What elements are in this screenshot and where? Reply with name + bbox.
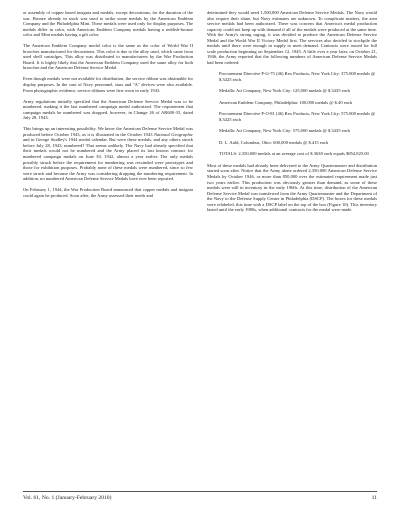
- order-item: Procurement Directive P-O-81 (46) Rex Products, New York City: 575,000 medals @ $.3425 each: [219, 111, 376, 122]
- paragraph: determined they would need 1,500,000 American Defense Service Medals. The Navy would also require their share, but Navy estimates are unknown. To complicate matters, the area service medals had been authorized. There was concern that America's medal production capacity could not keep up with demand if all of the medals were produced at the same time. With the Army's strong urging, it was decided to produce the American Defense Service Medal and the World War II Victory Medal first. The services also decided to stockpile the medals until there were enough in supply to meet demand. Contracts were issued for full scale production beginning on September 12, 1945. A little over a year later, on October 21, 1946, the Army reported that the following numbers of American Defense Service Medals had been ordered:: [207, 10, 377, 65]
- order-totals: TOTALS: 2,350,000 medals at an average cost of $.3638 each equals $854,825.00: [219, 151, 369, 157]
- order-item: Medallic Art Company, New York City: 125,000 medals @ $.3435 each: [219, 88, 350, 94]
- text-run: and in George Studley's 1944 medal calendar. But were these medals, and any others struck before July 28, 1943, numbered? That seems unlikely. The Navy had already specified that their medals would not be numbered and the Army placed its last known contract for numbered campaign medals on June 30, 1942, almost a year earlier. The only medals possibly struck before the requirement for numbering was rescinded were prototypes and those for exhibition purposes. Probably none of these medals were numbered, since so few were struck and because the Army was considering dropping the numbering requirement. In addition, no numbered American Defense Service Medals have ever been reported.: [23, 137, 193, 182]
- paragraph: [23, 126, 193, 181]
- publication-title: National Geographic: [153, 131, 194, 137]
- page-number: 11: [371, 495, 377, 501]
- procurement-order-list: [207, 71, 377, 157]
- left-column: [23, 10, 193, 204]
- paragraph: Even though medals were not available for distribution, the service ribbon was obtainable for display purposes. In the case of Navy personnel, stars and "A" devices were also available. From photographic evidence, service ribbons were first worn in early 1943.: [23, 76, 193, 93]
- paragraph: Most of these medals had already been delivered to the Army Quartermaster and distribution started soon after. Notice that the Army alone ordered 2,350,000 American Defense Service Medals by October 1946, or more than 850,000 over the estimated requirement made just two years earlier. This production was obviously greater than demand, as some of these medals were still in inventory in the early 1960s. At this time, distribution of the American Defense Service Medal was transferred from the Army Quartermaster and the Department of the Navy to the Defense Supply Center in Philadelphia (DSCP). The boxes for these medals were relabeled, this time with a DSCP label on the top of the box (Figure 10). This inventory lasted until the early 1980s, when additional contracts for the medal were made.: [207, 162, 377, 213]
- text-run: This brings up an interesting possibility. We know the American Defense Service Medal was produced before October 1943, as it is illustrated in the October 1943: [23, 126, 193, 137]
- order-item: Medallic Art Company, New York City: 575,000 medals @ $.3435 each: [219, 128, 350, 134]
- issue-info: Vol. 61, No. 1 (January-February 2010): [23, 495, 112, 501]
- paragraph: or assembly of copper based insignia and medals, except decorations, for the duration of the war. Bronze already in stock was used to strike some medals by the American Emblem Company and the Philadelphia Mint. These medals were used only for display purposes. The medals differ in color, with American Emblem Company medals having a reddish-bronze color and Mint medals having a gilt color.: [23, 10, 193, 38]
- paragraph: Army regulations initially specified that the American Defense Service Medal was to be numbered, making it the last numbered campaign medal authorized. The requirement that campaign medals be numbered was dropped, however, in Change 26 of AR600-35, dated July 28, 1943.: [23, 98, 193, 121]
- order-item: Procurement Directive P-G-75 (46) Rex Products, New York City: 375,000 medals @ $.3425 each.: [219, 70, 376, 82]
- order-item: American Emblem Company, Philadelphia: 100,000 medals @ $.40 each: [219, 99, 353, 105]
- right-column: [207, 10, 377, 218]
- paragraph: On February 1, 1944, the War Production Board announced that copper medals and insignia could again be produced. Soon after, the Army assessed their needs and: [23, 187, 193, 198]
- paragraph: The American Emblem Company medal color is the same as the color of World War II brooches manufactured for decorations. This color is due to the alloy used, which came from used shell cartridges. This alloy was distributed to manufacturers by the War Production Board. It is highly likely that the American Emblem Company used the same alloy for both brooches and the American Defense Service Medal.: [23, 43, 193, 71]
- footer-divider: [23, 491, 377, 492]
- page-footer: [23, 494, 377, 502]
- order-item: D. L. Auld, Columbus, Ohio: 600,000 medals @ $.415 each: [219, 139, 329, 145]
